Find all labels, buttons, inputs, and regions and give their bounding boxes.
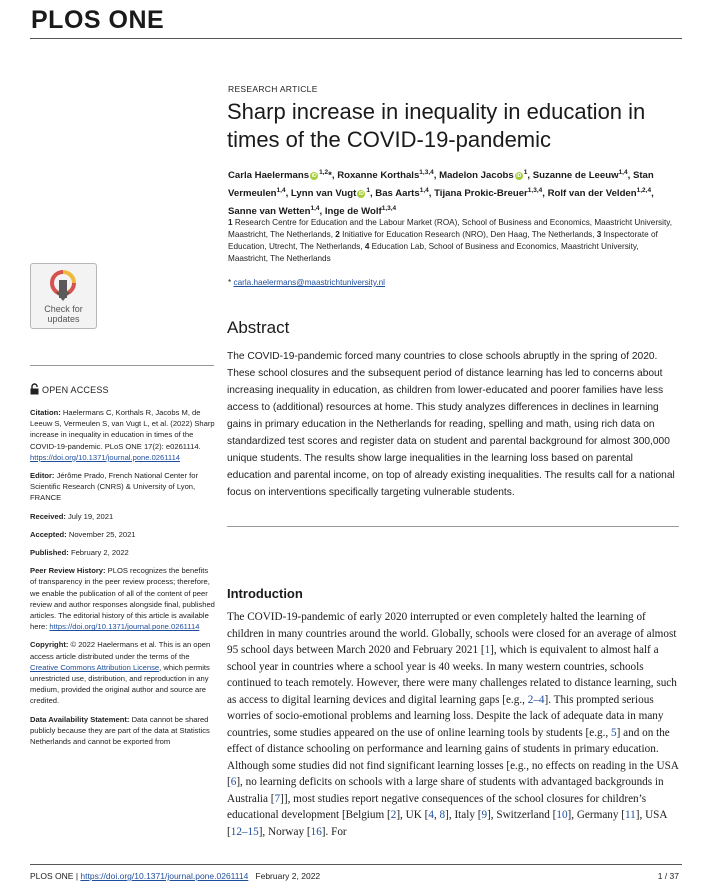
citation-label: Citation: — [30, 408, 61, 417]
author-separator: , — [527, 170, 533, 182]
data-availability-text: Data cannot be shared publicly because they are part of the data at Statistics Netherlands and cannot be exported from — [30, 714, 210, 747]
reference-link[interactable]: 5 — [611, 726, 617, 739]
open-access-label: OPEN ACCESS — [42, 385, 109, 395]
footer-journal: PLOS ONE | — [30, 871, 81, 881]
author-affiliation-marker: 1 — [523, 169, 528, 176]
reference-link[interactable]: 2–4 — [527, 693, 545, 706]
author-separator: , — [651, 188, 654, 200]
reference-link[interactable]: 16 — [310, 825, 322, 838]
introduction-text-segment: ], UK [ — [396, 809, 429, 821]
copyright-label: Copyright: — [30, 640, 69, 650]
received-date: July 19, 2021 — [65, 511, 114, 521]
abstract-divider — [227, 526, 679, 527]
reference-link[interactable]: 12–15 — [230, 825, 259, 838]
introduction-text-segment: ]. For — [321, 825, 347, 838]
article-info-sidebar — [30, 407, 216, 754]
author-separator: , — [627, 170, 633, 182]
author-name[interactable]: Lynn van Vugt — [290, 188, 357, 200]
page-number: 1 / 37 — [657, 871, 679, 881]
data-availability-block — [30, 714, 216, 748]
footer-divider — [30, 864, 682, 865]
introduction-text-segment: The COVID-19-pandemic of early 2020 interrupted or even completely halted the learning of children in many countries around the world. Globally, schools were closed for an average of almost 95 school days between March 2020 and February 2021 [ — [227, 611, 677, 656]
author-affiliation-marker: 1,2,4 — [636, 187, 652, 195]
received-block — [30, 511, 216, 522]
author-name[interactable]: Carla Haelermans — [228, 170, 310, 182]
orcid-icon[interactable]: iD — [311, 172, 317, 179]
license-link[interactable]: Creative Commons Attribution License — [30, 662, 160, 672]
copyright-text: © 2022 Haelermans et al. This is an open access article distributed under the terms of the — [30, 640, 211, 661]
author-affiliation-marker: 1,3,4 — [527, 187, 543, 195]
corresponding-email-link[interactable]: carla.haelermans@maastrichtuniversity.nl — [233, 278, 385, 287]
editor-label: Editor: — [30, 471, 55, 481]
published-block — [30, 547, 216, 558]
data-availability-label: Data Availability Statement: — [30, 714, 130, 724]
author-name[interactable]: Inge de Wolf — [324, 206, 382, 218]
header-divider — [30, 38, 682, 39]
orcid-icon[interactable]: iD — [516, 172, 522, 179]
badge-line-2: updates — [47, 314, 80, 324]
author-name[interactable]: Rolf van der Velden — [547, 188, 637, 200]
footer-doi-link[interactable]: https://doi.org/10.1371/journal.pone.0261114 — [80, 871, 249, 881]
journal-logo: PLOS ONE — [31, 6, 165, 34]
affiliation-text: Education Lab, School of Business and Economics, Maastricht University, Maastricht, The Netherlands — [228, 242, 639, 263]
peer-review-text: PLOS recognizes the benefits of transparency in the peer review process; therefore, we enable the publication of all of the content of peer review and author responses alongside final, published articles. The editorial history of this article is available here: — [30, 566, 215, 632]
reference-link[interactable]: 1 — [484, 644, 491, 656]
introduction-text-segment: ]], most studies report negative consequences of the school closures for children’s educational development [Belgium [ — [227, 792, 647, 821]
peer-review-block — [30, 565, 216, 632]
author-separator: , — [369, 188, 376, 200]
introduction-text-segment: ], no learning deficits on schools with a large share of students with advantaged backgrounds in Australia [ — [227, 776, 664, 805]
introduction-text-segment: ]. This prompted serious worries of socio-emotional problems and learning loss. Despite the lack of adequate data in many countries, some studies appeared on the use of online learning tools by students [e.g., — [227, 693, 664, 739]
author-affiliation-marker: 1,3,4 — [381, 205, 397, 213]
copyright-block — [30, 639, 216, 706]
author-name[interactable]: Stan Vermeulen — [228, 170, 654, 200]
copyright-text-end: , which permits unrestricted use, distribution, and reproduction in any medium, provided the original author and source are credited. — [30, 662, 210, 706]
reference-link[interactable]: 11 — [625, 809, 636, 821]
abstract-heading: Abstract — [227, 318, 290, 337]
introduction-heading: Introduction — [227, 586, 303, 601]
author-affiliation-marker: 1,3,4 — [419, 169, 434, 176]
author-affiliation-marker: 1,4 — [310, 205, 320, 213]
citation-block — [30, 407, 216, 463]
introduction-text-segment: ], Italy [ — [445, 809, 482, 821]
editor-block — [30, 470, 216, 504]
reference-link[interactable]: 2 — [390, 809, 397, 821]
affiliation-number: 4 — [364, 242, 370, 251]
affiliation-number: 3 — [596, 230, 602, 239]
author-affiliation-marker: 1,4 — [419, 187, 429, 195]
author-name[interactable]: Sanne van Wetten — [228, 206, 311, 218]
check-for-updates-icon — [50, 270, 76, 302]
introduction-text-segment: ], Germany [ — [567, 809, 625, 821]
author-name[interactable]: Madelon Jacobs — [439, 170, 514, 182]
reference-link[interactable]: 9 — [481, 809, 488, 821]
check-for-updates-button[interactable] — [30, 263, 97, 329]
author-affiliation-marker: 1 — [366, 187, 370, 195]
affiliation-number: 2 — [335, 230, 340, 239]
author-list — [228, 165, 683, 220]
reference-link[interactable]: 6 — [230, 776, 237, 788]
author-separator: *, — [328, 170, 338, 182]
author-name[interactable]: Suzanne de Leeuw — [532, 170, 619, 182]
article-type: RESEARCH ARTICLE — [228, 84, 318, 94]
affiliation-text: Inspectorate of Education, Utrecht, The Netherlands, — [228, 230, 658, 251]
peer-review-label: Peer Review History: — [30, 566, 106, 576]
footer-date: February 2, 2022 — [248, 871, 321, 881]
sidebar-divider — [30, 365, 214, 366]
published-label: Published: — [30, 548, 69, 558]
corresponding-mark: * — [228, 278, 234, 287]
affiliations — [228, 217, 678, 265]
introduction-text-segment: ], Norway [ — [258, 825, 311, 838]
introduction-text — [227, 609, 679, 840]
affiliation-text: Research Centre for Education and the Labour Market (ROA), School of Business and Economics, Maastricht University, Maastricht, The Netherlands, — [228, 218, 673, 239]
corresponding-author — [228, 278, 385, 287]
received-label: Received: — [30, 511, 66, 521]
published-date: February 2, 2022 — [68, 548, 129, 558]
introduction-text-segment: ], which is equivalent to almost half a school year in countries where a school year is 40 weeks. In many western countries, schools continued to teach remotely. However, there were many challenges related to distance learning, such as access to digital learning devices and digital learning gaps [e.g., — [227, 644, 677, 706]
author-affiliation-marker: 1,4 — [618, 169, 628, 176]
introduction-text-segment: ] and on the effect of distance schooling on performance and learning gains of students in primary education. Although some studies did not find significant learning losses [e.g., no effects on reading in the USA [ — [227, 726, 679, 788]
affiliation-text: Initiative for Education Research (NRO), Den Haag, The Netherlands, — [339, 230, 597, 239]
citation-text: Haelermans C, Korthals R, Jacobs M, de Leeuw S, Vermeulen S, van Vugt L, et al. (2022) Sharp increase in inequality in education in times of the COVID-19-pandemic. PLoS ONE 17(2): e0261114. — [30, 408, 215, 451]
author-separator: , — [319, 206, 325, 218]
open-lock-icon — [30, 383, 39, 397]
editor-text: Jérôme Prado, French National Center for Scientific Research (CNRS) & University of Lyon, FRANCE — [30, 471, 198, 503]
badge-line-1: Check for — [44, 304, 83, 314]
accepted-date: November 25, 2021 — [66, 529, 136, 539]
author-name[interactable]: Tijana Prokic-Breuer — [434, 188, 528, 200]
accepted-block — [30, 529, 216, 540]
check-for-updates-label — [31, 304, 96, 324]
page-footer — [30, 871, 320, 881]
reference-link[interactable]: 7 — [274, 792, 281, 805]
author-separator: , — [542, 188, 548, 200]
reference-link[interactable]: 8 — [439, 809, 446, 821]
reference-link[interactable]: 4 — [428, 809, 434, 821]
author-name[interactable]: Roxanne Korthals — [337, 170, 420, 182]
citation-doi-link[interactable]: https://doi.org/10.1371/journal.pone.0261114 — [30, 452, 181, 462]
introduction-text-segment: ], Switzerland [ — [487, 809, 557, 821]
abstract-text: The COVID-19-pandemic forced many countries to close schools abruptly in the spring of 2020. These school closures and the subsequent period of distance learning has led to concerns about increasing inequality in education, as children from lower-educated and poorer families have less access to (additional) resources at home. This study analyzes differences in declines in learning gains in primary education in the Netherlands for reading, spelling and math, using rich data on standardized test scores and register data on student and parental background for almost 300,000 unique students. The results show large inequalities in the learning loss based on parental education and parental income, on top of already existing inequalities. The results call for a national focus on interventions specifically targeting vulnerable students. — [227, 351, 675, 498]
peer-review-link[interactable]: https://doi.org/10.1371/journal.pone.0261114 — [49, 622, 200, 632]
article-title: Sharp increase in inequality in education in times of the COVID-19-pandemic — [227, 99, 646, 152]
author-affiliation-marker: 1,4 — [276, 187, 286, 195]
author-separator: , — [433, 170, 440, 182]
affiliation-number: 1 — [228, 218, 233, 227]
reference-link[interactable]: 10 — [556, 809, 568, 821]
author-separator: , — [285, 188, 291, 200]
introduction-text-segment: ], USA [ — [227, 809, 667, 838]
author-affiliation-marker: 1,2 — [319, 169, 329, 176]
open-access-badge — [30, 383, 109, 397]
orcid-icon[interactable]: iD — [358, 190, 364, 197]
author-name[interactable]: Bas Aarts — [375, 188, 420, 200]
introduction-text-segment: , — [433, 809, 440, 821]
accepted-label: Accepted: — [30, 529, 67, 539]
author-separator: , — [428, 188, 435, 200]
